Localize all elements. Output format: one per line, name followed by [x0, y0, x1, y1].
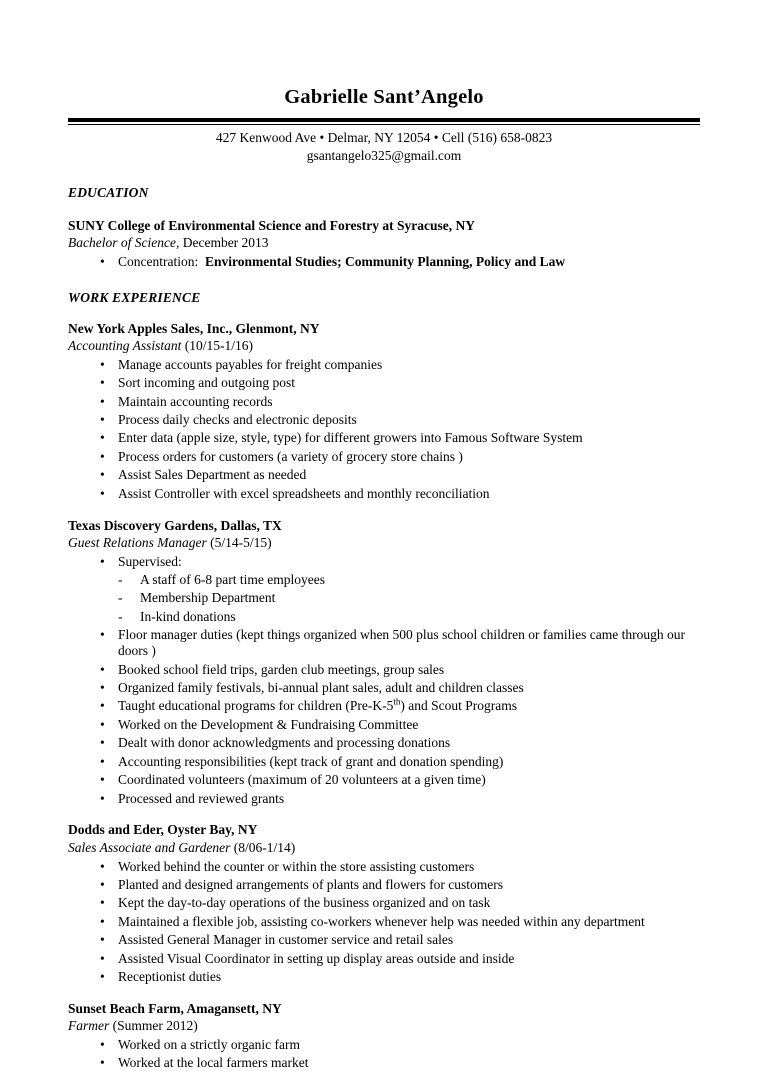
- list-item: • Planted and designed arrangements of plants and flowers for customers: [68, 874, 700, 892]
- education-bullet-list: [68, 251, 700, 269]
- list-item: • Enter data (apple size, style, type) for different growers into Famous Software System: [68, 428, 700, 446]
- job-role-dates: (8/06-1/14): [230, 839, 296, 855]
- job-entry-sunset-beach-farm: [68, 985, 700, 1071]
- list-item: • Sort incoming and outgoing post: [68, 373, 700, 391]
- job-entry-dodds-and-eder: [68, 806, 700, 984]
- concentration-value: Environmental Studies; Community Planning, Policy and Law: [204, 253, 566, 269]
- list-item: • Worked behind the counter or within the store assisting customers: [68, 856, 700, 874]
- list-item: • Coordinated volunteers (maximum of 20 volunteers at a given time): [68, 770, 700, 788]
- contact-email: gsantangelo325@gmail.com: [306, 147, 462, 163]
- job-bullet-list: [68, 1034, 700, 1071]
- job-organization: Dodds and Eder, Oyster Bay, NY: [68, 822, 258, 838]
- list-item: • Assist Controller with excel spreadsheets and monthly reconciliation: [68, 483, 700, 501]
- list-item: • Assisted General Manager in customer service and retail sales: [68, 930, 700, 948]
- job-role: [68, 337, 700, 354]
- supervised-sub-list: [68, 569, 700, 624]
- list-item: • Booked school field trips, garden club meetings, group sales: [68, 659, 700, 677]
- sub-list-item: - In-kind donations: [68, 606, 700, 624]
- job-role-dates: (5/14-5/15): [206, 534, 272, 550]
- list-item: • Maintained a flexible job, assisting co-workers whenever help was needed within any department: [68, 911, 700, 929]
- taught-prefix: Taught educational programs for children (Pre-K-5: [118, 698, 394, 714]
- header-divider: [68, 118, 700, 126]
- job-entry-texas-discovery-gardens: [68, 502, 700, 807]
- list-item: • Worked at the local farmers market: [68, 1053, 700, 1071]
- page-title: Gabrielle Sant’Angelo: [284, 86, 484, 108]
- job-bullet-list: [68, 354, 700, 501]
- job-role-dates: (10/15-1/16): [181, 337, 253, 353]
- education-degree-date: December 2013: [179, 234, 269, 250]
- list-item: [68, 251, 700, 269]
- sub-list-item: - A staff of 6-8 part time employees: [68, 569, 700, 587]
- list-item: • Floor manager duties (kept things organized when 500 plus school children or families came through our doors ): [68, 625, 700, 659]
- job-role: [68, 839, 700, 856]
- list-item: • Organized family festivals, bi-annual plant sales, adult and children classes: [68, 678, 700, 696]
- job-organization: Sunset Beach Farm, Amagansett, NY: [68, 1000, 282, 1016]
- education-entry: [68, 201, 700, 270]
- list-item: • Worked on the Development & Fundraising Committee: [68, 714, 700, 732]
- job-role-dates: (Summer 2012): [109, 1018, 198, 1034]
- list-item: • Kept the day-to-day operations of the business organized and on task: [68, 893, 700, 911]
- job-bullet-list: [68, 625, 700, 807]
- contact-address: 427 Kenwood Ave • Delmar, NY 12054 • Cell (516) 658-0823: [215, 130, 553, 146]
- taught-suffix: ) and Scout Programs: [400, 698, 517, 714]
- list-item: • Assist Sales Department as needed: [68, 465, 700, 483]
- sub-list-item: - Membership Department: [68, 588, 700, 606]
- list-item: • Manage accounts payables for freight companies: [68, 354, 700, 372]
- list-item: • Worked on a strictly organic farm: [68, 1034, 700, 1052]
- job-organization: Texas Discovery Gardens, Dallas, TX: [68, 517, 282, 533]
- list-item: • Receptionist duties: [68, 967, 700, 985]
- job-bullet-list: [68, 856, 700, 985]
- job-role-title: Accounting Assistant: [68, 337, 182, 353]
- section-heading-education: EDUCATION: [68, 184, 149, 200]
- list-item: • Supervised:: [68, 551, 700, 569]
- list-item: • Accounting responsibilities (kept track of grant and donation spending): [68, 751, 700, 769]
- resume-content: [68, 0, 700, 1071]
- job-role: [68, 1017, 700, 1034]
- list-item: • Assisted Visual Coordinator in setting up display areas outside and inside: [68, 948, 700, 966]
- job-role: [68, 534, 700, 551]
- section-heading-work-experience: WORK EXPERIENCE: [68, 289, 201, 305]
- education-degree: [68, 234, 700, 251]
- list-item: • Processed and reviewed grants: [68, 788, 700, 806]
- list-item: • Maintain accounting records: [68, 391, 700, 409]
- list-item-taught-programs: [68, 696, 700, 714]
- job-role-title: Farmer: [68, 1018, 110, 1034]
- job-role-title: Guest Relations Manager: [68, 534, 207, 550]
- job-entry-new-york-apples: [68, 306, 700, 502]
- concentration-label: Concentration:: [118, 253, 199, 269]
- job-role-title: Sales Associate and Gardener: [68, 839, 231, 855]
- list-item: • Process orders for customers (a variety of grocery store chains ): [68, 446, 700, 464]
- list-item: • Process daily checks and electronic deposits: [68, 409, 700, 427]
- taught-ordinal-suffix: th: [393, 696, 401, 707]
- job-bullet-list-supervised: [68, 551, 700, 569]
- list-item: • Dealt with donor acknowledgments and processing donations: [68, 733, 700, 751]
- education-degree-name: Bachelor of Science,: [68, 234, 180, 250]
- job-organization: New York Apples Sales, Inc., Glenmont, NY: [68, 320, 320, 336]
- education-school: SUNY College of Environmental Science and Forestry at Syracuse, NY: [68, 217, 475, 233]
